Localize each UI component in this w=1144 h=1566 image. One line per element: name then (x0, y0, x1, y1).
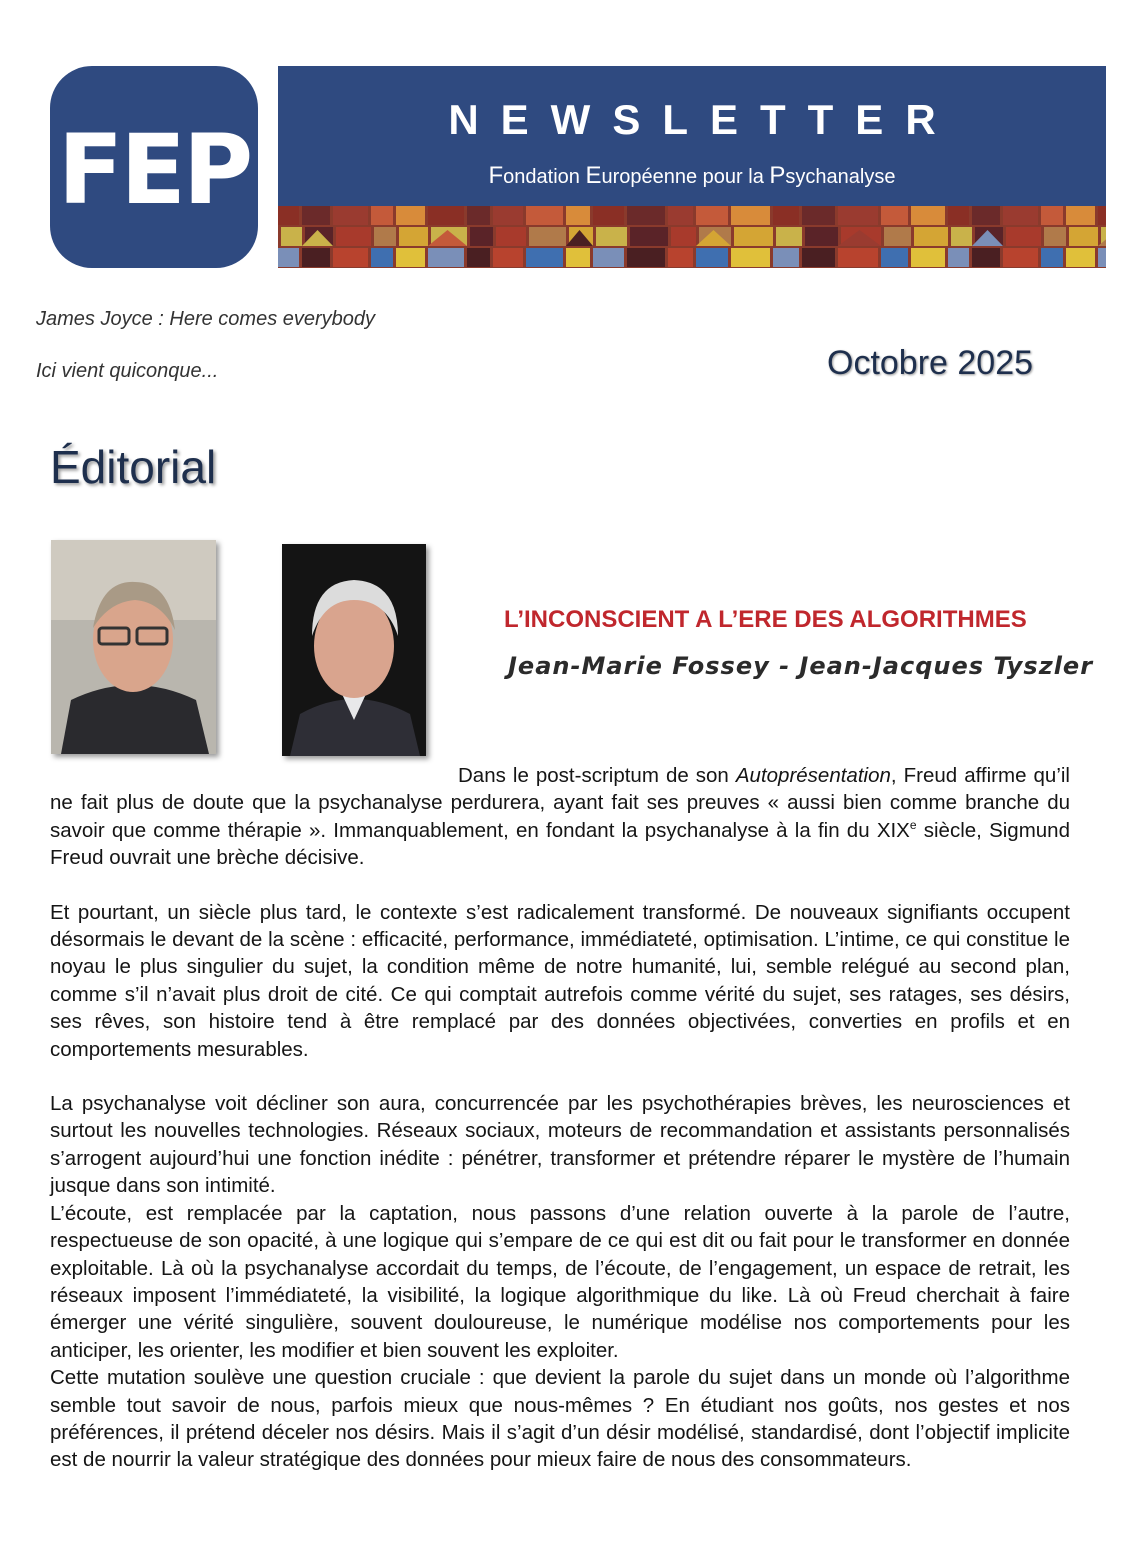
mosaic-tile (278, 206, 299, 225)
p1-superscript: e (909, 817, 917, 832)
mosaic-tile (773, 248, 799, 267)
mosaic-tile (374, 227, 396, 246)
mosaic-tile (278, 248, 299, 267)
logo-text: FEP (57, 114, 251, 226)
mosaic-tile (428, 206, 464, 225)
p1-end: siècle, Sigmund Freud ouvrait une brèche décisive. (50, 818, 1070, 870)
mosaic-tile (493, 248, 523, 267)
mosaic-tile (884, 227, 911, 246)
mosaic-tile (470, 227, 493, 246)
mosaic-tile (1069, 227, 1098, 246)
mosaic-tile (805, 227, 838, 246)
mosaic-tile (493, 206, 523, 225)
mosaic-tile (802, 206, 835, 225)
mosaic-tile (734, 227, 773, 246)
foundation-name (278, 162, 1106, 190)
section-heading: Éditorial (50, 441, 217, 493)
mosaic-tile (396, 206, 425, 225)
mosaic-tile (948, 248, 969, 267)
mosaic-tile (696, 248, 728, 267)
author-photo-tyszler (282, 544, 426, 756)
mosaic-tile (529, 227, 566, 246)
mosaic-tile (914, 227, 948, 246)
mosaic-tile (802, 248, 835, 267)
mosaic-tile (281, 227, 302, 246)
mosaic-tile (731, 248, 770, 267)
mosaic-tile (596, 227, 627, 246)
mosaic-tile (668, 248, 693, 267)
mosaic-painting-strip (278, 206, 1106, 268)
subtitle-rest-3: sychanalyse (785, 166, 896, 188)
mosaic-tile (627, 206, 665, 225)
paragraph-2: Et pourtant, un siècle plus tard, le contexte s’est radicalement transformé. De nouveaux signifiants occupent désormais le devant de la scène : efficacité, performance, immédiateté, optimisation. L’intime, ce qui constitue le noyau le plus singulier du sujet, la condition même de notre humanité, lui, semble relégué au second plan, comme s’il n’avait plus droit de cité. Ce qui comptait autrefois comme vérité du sujet, ses ratages, ses désirs, ses rêves, son histoire tend à être remplacé par des données objectivées, converties en profils et en comportements mesurables. (50, 900, 1070, 1061)
mosaic-tile (371, 206, 393, 225)
newsletter-banner (278, 66, 1106, 206)
issue-date: Octobre 2025 (827, 344, 1034, 382)
mosaic-tile (671, 227, 696, 246)
mosaic-tile (302, 206, 330, 225)
paragraph-1 (50, 762, 1070, 872)
subtitle-rest-2: uropéenne pour la (601, 166, 770, 188)
paragraph-4: L’écoute, est remplacée par la captation, nous passons d’une relation ouverte à la parole de l’autre, respectueuse de son opacité, à une logique qui s’empare de ce qui est dit ou fait pour le transformer en donnée exploitable. Là où la psychanalyse accordait du temps, de l’écoute, de l’engagement, un espace de retrait, les réseaux imposent l’immédiateté, la visibilité, la logique algorithmique du like. Là où Freud cherchait à faire émerger une vérité singulière, souvent douloureuse, le numérique modélise nos comportements pour les anticiper, les orienter, les modifier et bien souvent les exploiter. (50, 1201, 1070, 1362)
mosaic-tile (333, 248, 368, 267)
mosaic-tile (371, 248, 393, 267)
mosaic-tile (1098, 248, 1106, 267)
mosaic-tile (1006, 227, 1041, 246)
mosaic-tile (881, 248, 908, 267)
mosaic-tile (1066, 248, 1095, 267)
mosaic-tile (399, 227, 428, 246)
subtitle-cap-3: P (769, 162, 786, 189)
mosaic-tile (496, 227, 526, 246)
mosaic-tile (593, 248, 624, 267)
subtitle-rest-1: ondation (503, 166, 586, 188)
joyce-quote-translation: Ici vient quiconque... (36, 360, 219, 382)
article-authors: Jean-Marie Fossey - Jean-Jacques Tyszler (508, 652, 1094, 680)
mosaic-tile (948, 206, 969, 225)
p1-emphasis: Autoprésentation (735, 764, 891, 787)
p1-mid: , Freud affirme qu’il ne fait plus de doute que la psychanalyse perdurera, ayant fait ses preuves « aussi bien comme branche du savoir que comme thérapie ». Immanquablement, en fondant la psychanalyse à la fin du XIX (50, 764, 1070, 842)
mosaic-tile (911, 248, 945, 267)
mosaic-tile (526, 248, 563, 267)
mosaic-tile (1066, 206, 1095, 225)
mosaic-tile (630, 227, 668, 246)
mosaic-tile (467, 248, 490, 267)
mosaic-tile (467, 206, 490, 225)
article-title: L’INCONSCIENT A L’ERE DES ALGORITHMES (504, 606, 1027, 633)
mosaic-tile (911, 206, 945, 225)
mosaic-tile (1003, 248, 1038, 267)
mosaic-tile (566, 248, 590, 267)
p1-start: Dans le post-scriptum de son (458, 764, 736, 787)
article-body (50, 762, 1070, 1474)
mosaic-tile (1041, 248, 1063, 267)
mosaic-tile (333, 206, 368, 225)
mosaic-tile (526, 206, 563, 225)
mosaic-tile (951, 227, 972, 246)
subtitle-cap-1: F (488, 162, 504, 189)
mosaic-tile (773, 206, 799, 225)
mosaic-tile (972, 248, 1000, 267)
mosaic-tile (696, 206, 728, 225)
paragraph-3: La psychanalyse voit décliner son aura, concurrencée par les psychothérapies brèves, les neurosciences et surtout les nouvelles technologies. Réseaux sociaux, moteurs de recommandation et assistants personnalisés s’arrogent aujourd’hui une fonction inédite : pénétrer, transformer et prétendre réparer le mystère de l’humain jusque dans son intimité. (50, 1092, 1070, 1198)
mosaic-tile (566, 206, 590, 225)
subtitle-cap-2: E (585, 162, 602, 189)
newsletter-title: NEWSLETTER (448, 96, 958, 143)
mosaic-tile (668, 206, 693, 225)
mosaic-tile (428, 248, 464, 267)
paragraph-5: Cette mutation soulève une question cruciale : que devient la parole du sujet dans un monde où l’algorithme semble tout savoir de nous, parfois mieux que nous-mêmes ? En étudiant nos goûts, nos gestes et nos préférences, il prétend déceler nos désirs. Mais il s’agit d’un désir modélisé, standardisé, dont l’objectif implicite est de nourrir la valeur stratégique des données pour mieux faire de nous des consommateurs. (50, 1366, 1070, 1472)
mosaic-tile (1041, 206, 1063, 225)
mosaic-tile (972, 206, 1000, 225)
fep-logo (50, 66, 258, 268)
mosaic-tile (627, 248, 665, 267)
mosaic-tile (1098, 206, 1106, 225)
joyce-quote: James Joyce : Here comes everybody (36, 308, 376, 330)
mosaic-tile (731, 206, 770, 225)
mosaic-tile (838, 206, 878, 225)
mosaic-tile (336, 227, 371, 246)
mosaic-tile (302, 248, 330, 267)
mosaic-tile (838, 248, 878, 267)
author-photo-fossey (51, 540, 216, 754)
mosaic-tile (881, 206, 908, 225)
mosaic-tile (593, 206, 624, 225)
mosaic-tile (776, 227, 802, 246)
mosaic-tile (396, 248, 425, 267)
mosaic-tile (1003, 206, 1038, 225)
mosaic-tile (1044, 227, 1066, 246)
